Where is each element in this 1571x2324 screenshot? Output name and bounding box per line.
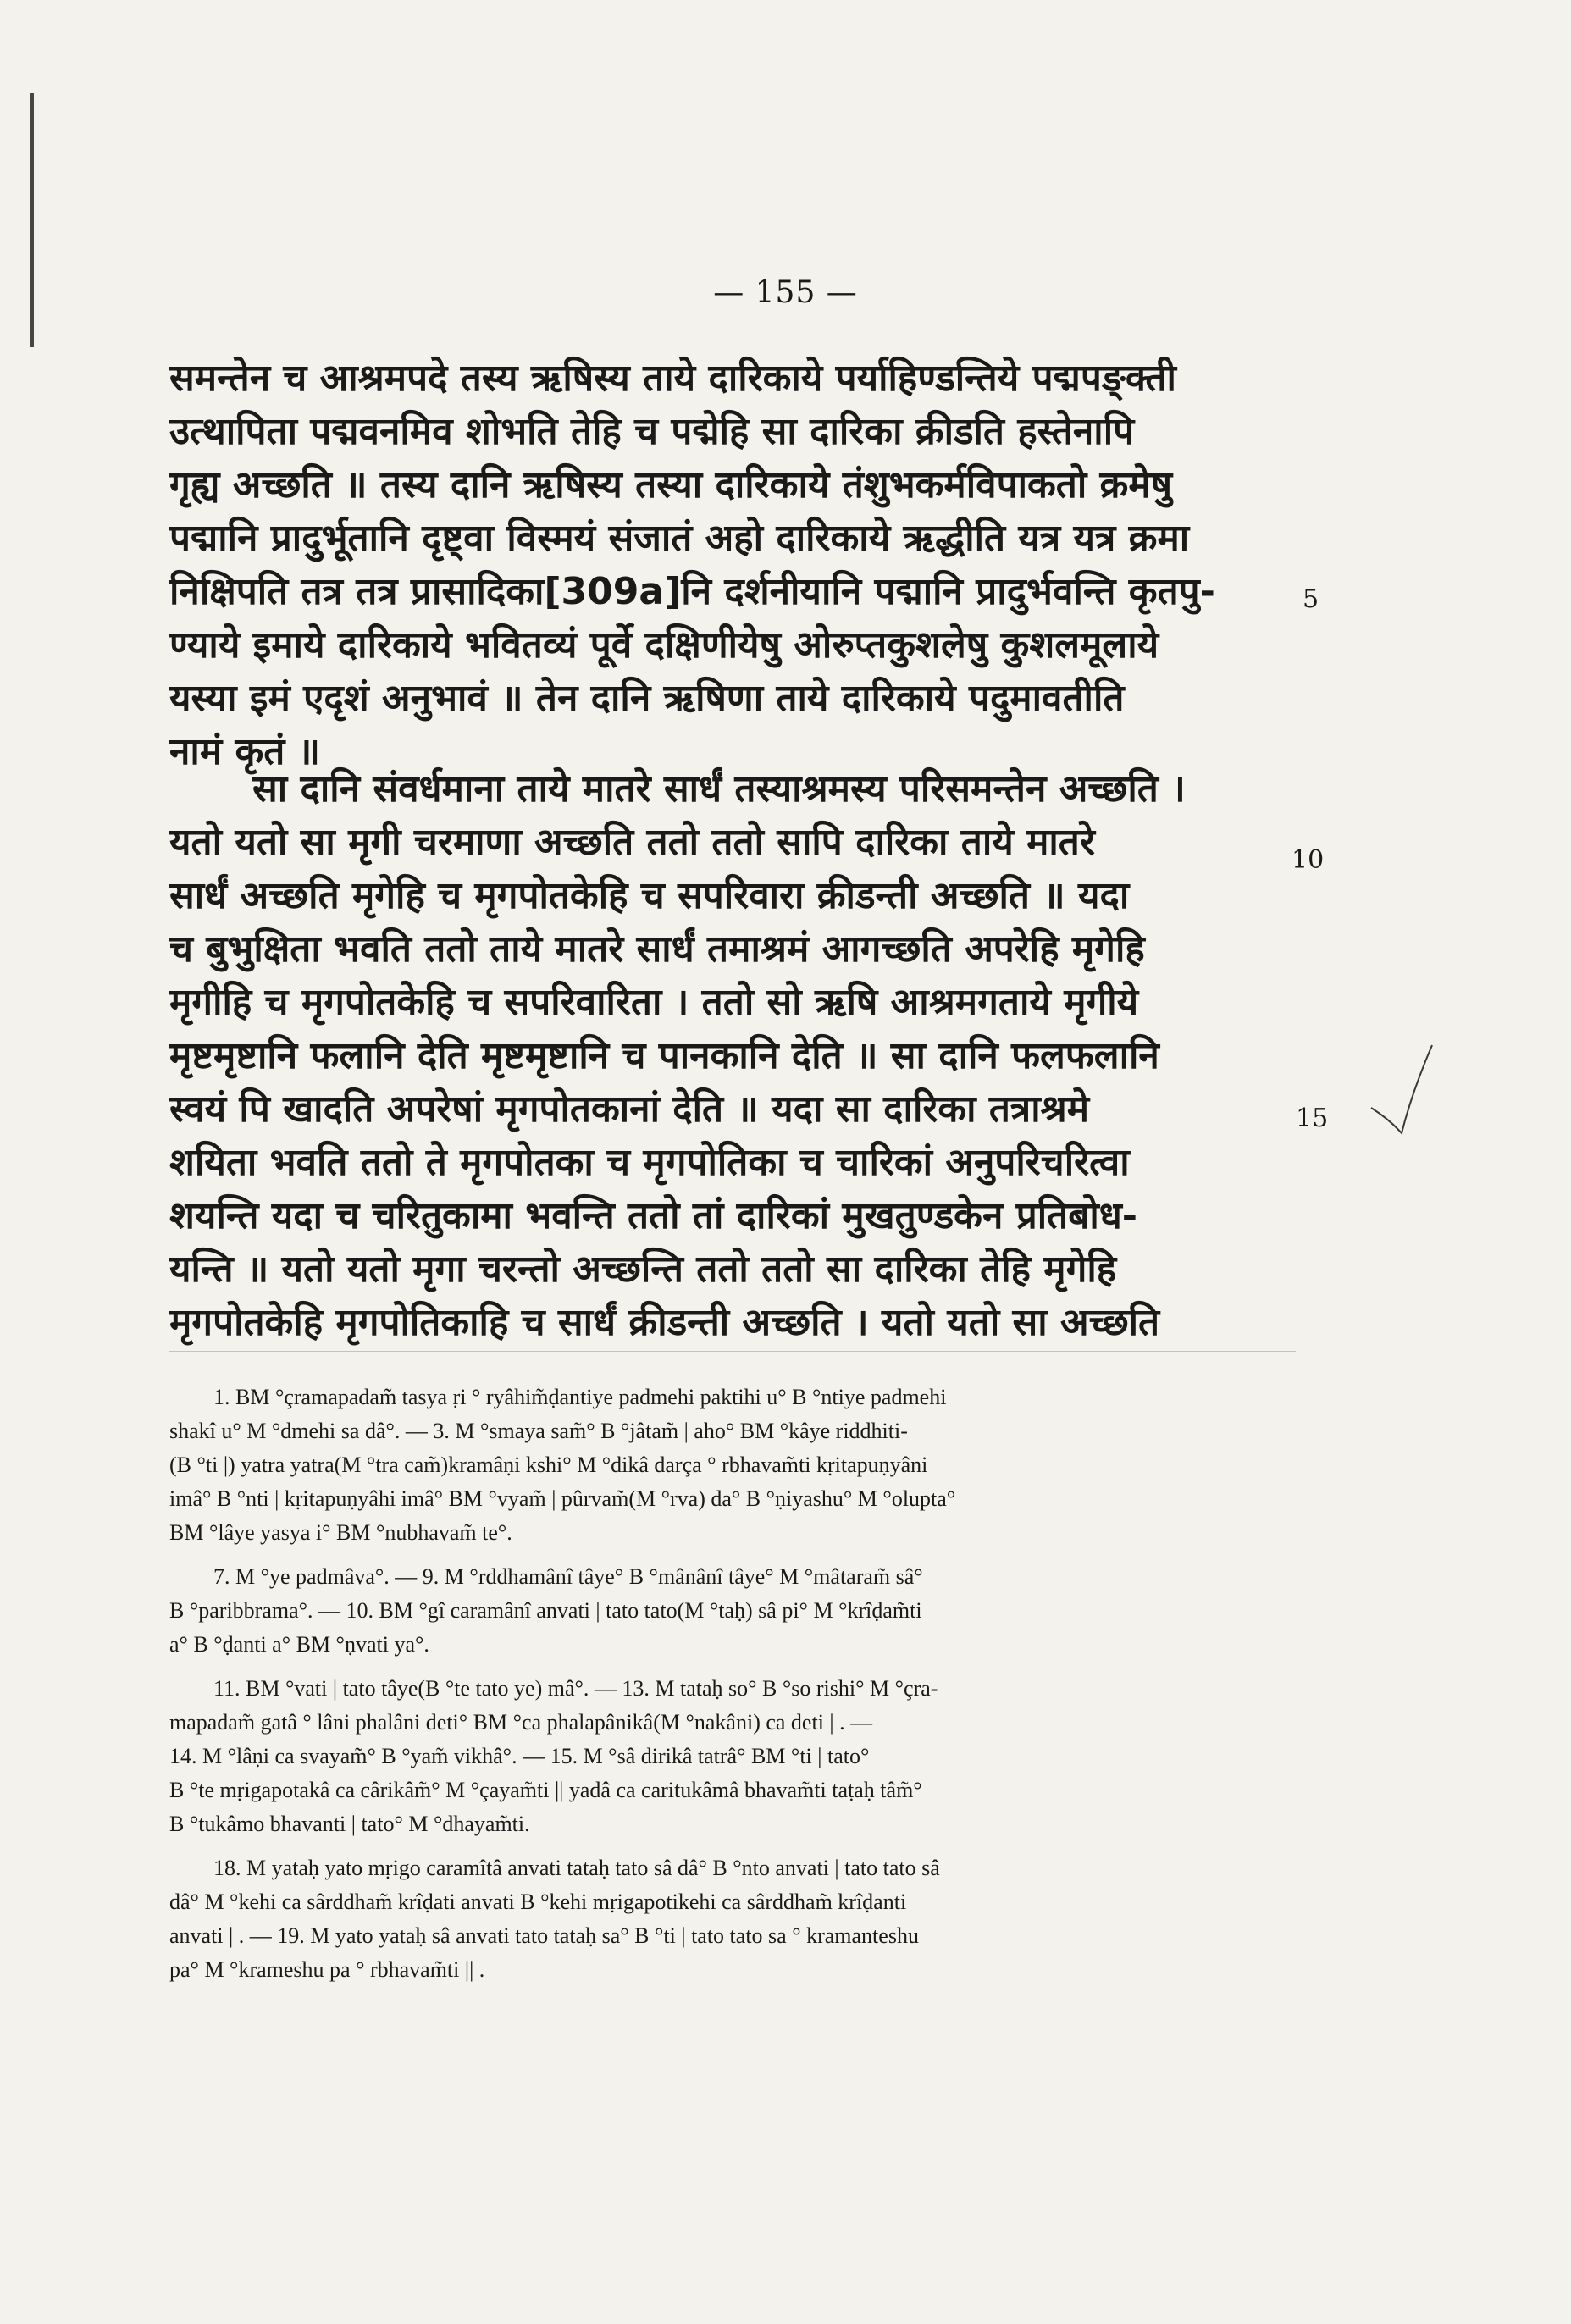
footnote-line: pa° M °krameshu pa ° rbhavam̃ti || .: [169, 1957, 485, 1982]
footnote-group: [169, 1381, 1279, 1550]
footnote-line: a° B °ḍanti a° BM °ṇvati ya°.: [169, 1632, 429, 1657]
line-number-5: 5: [1303, 584, 1319, 614]
footnote-line: B °tukâmo bhavanti | tato° M °dhayam̃ti.: [169, 1812, 530, 1836]
footnote-line: (B °ti |) yatra yatra(M °tra cam̃)kramâṇi kshi° M °dikâ darça ° rbhavam̃ti kṛitapuṇyâni: [169, 1452, 928, 1477]
text-line: शयिता भवति ततो ते मृगपोतका च मृगपोतिका च चारिकां अनुपरिचरित्वा: [169, 1141, 1130, 1184]
footnote-line: 14. M °lâṇi ca svayam̃° B °yam̃ vikhâ°. — 15. M °sâ dirikâ tatrâ° BM °ti | tato°: [169, 1744, 870, 1768]
footnote-line: anvati | . — 19. M yato yataḥ sâ anvati tato tataḥ sa° B °ti | tato tato sa ° kramanteshu: [169, 1923, 919, 1948]
text-line: ण्याये इमाये दारिकाये भवितव्यं पूर्वे दक्षिणीयेषु ओरुप्तकुशलेषु कुशलमूलाये: [169, 623, 1159, 667]
line-number-15: 15: [1296, 1104, 1329, 1133]
footnote-line: mapadam̃ gatâ ° lâni phalâni deti° BM °ca phalapânikâ(M °nakâni) ca deti | . —: [169, 1710, 873, 1735]
footnote-group: [169, 1560, 1279, 1662]
sanskrit-paragraph-2: [169, 762, 1296, 1349]
text-line: यन्ति ॥ यतो यतो मृगा चरन्तो अच्छन्ति ततो ततो सा दारिका तेहि मृगेहि: [169, 1248, 1117, 1291]
text-line: सार्धं अच्छति मृगेहि च मृगपोतकेहि च सपरिवारा क्रीडन्ती अच्छति ॥ यदा: [169, 874, 1130, 917]
footnote-line: dâ° M °kehi ca sârddham̃ krîḍati anvati B °kehi mṛigapotikehi ca sârddham̃ krîḍanti: [169, 1890, 907, 1914]
page-number: — 155 —: [713, 275, 858, 310]
footnote-line: 7. M °ye padmâva°. — 9. M °rddhamânî tâye° B °mânânî tâye° M °mâtaram̃ sâ°: [213, 1564, 923, 1589]
text-line: स्वयं पि खादति अपरेषां मृगपोतकानां देति ॥ यदा सा दारिका तत्राश्रमे: [169, 1087, 1090, 1131]
text-line: यस्या इमं एदृशं अनुभावं ॥ तेन दानि ऋषिणा ताये दारिकाये पदुमावतीति: [169, 677, 1125, 720]
text-line: च बुभुक्षिता भवति ततो ताये मातरे सार्धं तमाश्रमं आगच्छति अपरेहि मृगेहि: [169, 927, 1145, 971]
footnote-line: 18. M yataḥ yato mṛigo caramîtâ anvati tataḥ tato sâ dâ° B °nto anvati | tato tato sâ: [213, 1856, 940, 1880]
text-line: गृह्य अच्छति ॥ तस्य दानि ऋषिस्य तस्या दारिकाये तंशुभकर्मविपाकतो क्रमेषु: [169, 463, 1173, 506]
footnote-line: B °te mṛigapotakâ ca cârikâm̃° M °çayam̃ti || yadâ ca caritukâmâ bhavam̃ti taṭaḥ tâm̃°: [169, 1778, 922, 1802]
text-line: मृगीहि च मृगपोतकेहि च सपरिवारिता । ततो सो ऋषि आश्रमगताये मृगीये: [169, 981, 1139, 1024]
text-line: नामं कृतं ॥: [169, 730, 320, 773]
footnote-line: 11. BM °vati | tato tâye(B °te tato ye) mâ°. — 13. M tataḥ so° B °so rishi° M °çra-: [213, 1676, 938, 1701]
pencil-check-mark: [1368, 1042, 1435, 1135]
text-line: यतो यतो सा मृगी चरमाणा अच्छति ततो ततो सापि दारिका ताये मातरे: [169, 821, 1095, 864]
footnote-group: [169, 1672, 1279, 1841]
text-line: मृष्टमृष्टानि फलानि देति मृष्टमृष्टानि च पानकानि देति ॥ सा दानि फलफलानि: [169, 1034, 1159, 1077]
footnote-line: 1. BM °çramapadam̃ tasya ṛi ° ryâhim̃ḍantiye padmehi paktihi u° B °ntiye padmehi: [213, 1385, 947, 1409]
text-line: पद्मानि प्रादुर्भूतानि दृष्ट्वा विस्मयं संजातं अहो दारिकाये ऋद्धीति यत्र यत्र क्रमा: [169, 517, 1190, 560]
sanskrit-paragraph-1: [169, 351, 1296, 778]
footnote-line: imâ° B °nti | kṛitapuṇyâhi imâ° BM °vyam̃ | pûrvam̃(M °rva) da° B °ṇiyashu° M °olupta°: [169, 1486, 956, 1511]
text-line: निक्षिपति तत्र तत्र प्रासादिका[309a]नि दर्शनीयानि पद्मानि प्रादुर्भवन्ति कृतपु-: [169, 570, 1215, 613]
text-line: समन्तेन च आश्रमपदे तस्य ऋषिस्य ताये दारिकाये पर्याहिण्डन्तिये पद्मपङ्क्ती: [169, 357, 1176, 400]
text-line: सा दानि संवर्धमाना ताये मातरे सार्धं तस्याश्रमस्य परिसमन्तेन अच्छति ।: [252, 767, 1186, 811]
footnote-line: shakî u° M °dmehi sa dâ°. — 3. M °smaya sam̃° B °jâtam̃ | aho° BM °kâye riddhiti-: [169, 1419, 908, 1443]
footnote-line: B °paribbrama°. — 10. BM °gî caramânî anvati | tato tato(M °taḥ) sâ pi° M °krîḍam̃ti: [169, 1598, 922, 1623]
footnotes-apparatus: [169, 1381, 1279, 1997]
text-line: शयन्ति यदा च चरितुकामा भवन्ति ततो तां दारिकां मुखतुण्डकेन प्रतिबोध-: [169, 1194, 1138, 1237]
footnote-line: BM °lâye yasya i° BM °nubhavam̃ te°.: [169, 1520, 512, 1545]
text-line: उत्थापिता पद्मवनमिव शोभति तेहि च पद्मेहि सा दारिका क्रीडति हस्तेनापि: [169, 410, 1135, 453]
footnote-separator: [169, 1351, 1296, 1352]
text-line: मृगपोतकेहि मृगपोतिकाहि च सार्धं क्रीडन्ती अच्छति । यतो यतो सा अच्छति: [169, 1301, 1160, 1344]
footnote-group: [169, 1851, 1279, 1987]
line-number-10: 10: [1292, 845, 1325, 875]
